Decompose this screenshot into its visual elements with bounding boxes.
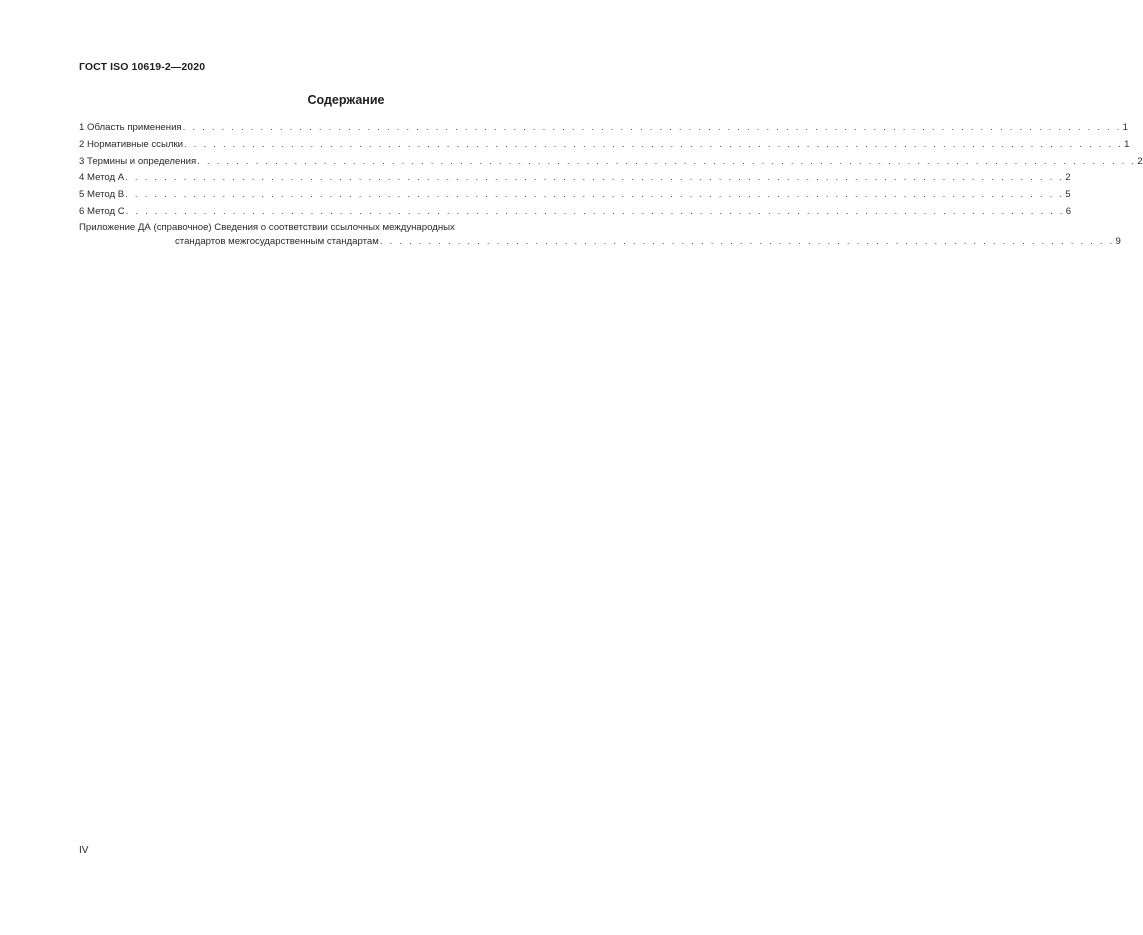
toc-entry-label: 2 Нормативные ссылки <box>79 138 184 150</box>
toc-annex-title: Приложение ДА (справочное) Сведения о соответствии ссылочных международных <box>79 221 455 233</box>
toc-leader-dots: . . . . . . . . . . . . . . . . . . . . . . . . . . . . . . . . . . . . . . . . . . . . . . . . . . . . . . . . . . . . . . . . . . . . . . . . . . . . <box>379 235 1115 247</box>
page-number: IV <box>79 845 89 856</box>
toc-entry[interactable] <box>79 204 1072 221</box>
toc-annex-entry[interactable] <box>79 221 1121 249</box>
toc-entry-label: 4 Метод А <box>79 172 125 184</box>
toc-entry-label: 1 Область применения <box>79 122 182 133</box>
toc-entry-page: 6 <box>1065 205 1072 217</box>
toc-entry-page: 2 <box>1137 155 1143 167</box>
toc-entry[interactable] <box>79 154 1143 171</box>
toc-annex-continuation <box>79 235 1121 249</box>
toc-entry-page: 2 <box>1065 172 1071 184</box>
toc-annex-title-continued: стандартов межгосударственным стандартам <box>175 235 379 247</box>
toc-entry-page: 5 <box>1065 189 1071 201</box>
toc-leader-dots: . . . . . . . . . . . . . . . . . . . . . . . . . . . . . . . . . . . . . . . . . . . . . . . . . . . . . . . . . . . . . . . . . . . . . . . . . . . . . . . . . . . . . . . . . . . . . . . . . <box>197 155 1137 167</box>
toc-entry-label: 3 Термины и определения <box>79 155 197 167</box>
toc-leader-dots: . . . . . . . . . . . . . . . . . . . . . . . . . . . . . . . . . . . . . . . . . . . . . . . . . . . . . . . . . . . . . . . . . . . . . . . . . . . . . . . . . . . . . . . . . . . . . . . . . <box>184 138 1124 150</box>
toc-entry-label: 6 Метод С <box>79 205 125 217</box>
toc-entry-page: 1 <box>1122 122 1129 133</box>
toc-entry[interactable] <box>79 187 1071 204</box>
toc-entry[interactable] <box>79 137 1130 154</box>
toc-entry[interactable] <box>79 120 1129 137</box>
toc-entry-page: 9 <box>1115 235 1121 247</box>
toc-leader-dots: . . . . . . . . . . . . . . . . . . . . . . . . . . . . . . . . . . . . . . . . . . . . . . . . . . . . . . . . . . . . . . . . . . . . . . . . . . . . . . . . . . . . . . . . . . . . . . . . . <box>182 122 1122 133</box>
toc-entry-label: 5 Метод В <box>79 189 125 201</box>
toc-leader-dots: . . . . . . . . . . . . . . . . . . . . . . . . . . . . . . . . . . . . . . . . . . . . . . . . . . . . . . . . . . . . . . . . . . . . . . . . . . . . . . . . . . . . . . . . . . . . . . . . . <box>125 205 1065 217</box>
table-of-contents <box>79 120 1143 249</box>
toc-entry[interactable] <box>79 170 1071 187</box>
toc-leader-dots: . . . . . . . . . . . . . . . . . . . . . . . . . . . . . . . . . . . . . . . . . . . . . . . . . . . . . . . . . . . . . . . . . . . . . . . . . . . . . . . . . . . . . . . . . . . . . . . . . <box>125 189 1065 201</box>
toc-entry-page: 1 <box>1124 138 1130 150</box>
toc-leader-dots: . . . . . . . . . . . . . . . . . . . . . . . . . . . . . . . . . . . . . . . . . . . . . . . . . . . . . . . . . . . . . . . . . . . . . . . . . . . . . . . . . . . . . . . . . . . . . . . . . <box>125 172 1065 184</box>
toc-title: Содержание <box>307 93 385 107</box>
standard-code: ГОСТ ISO 10619-2—2020 <box>79 61 206 73</box>
